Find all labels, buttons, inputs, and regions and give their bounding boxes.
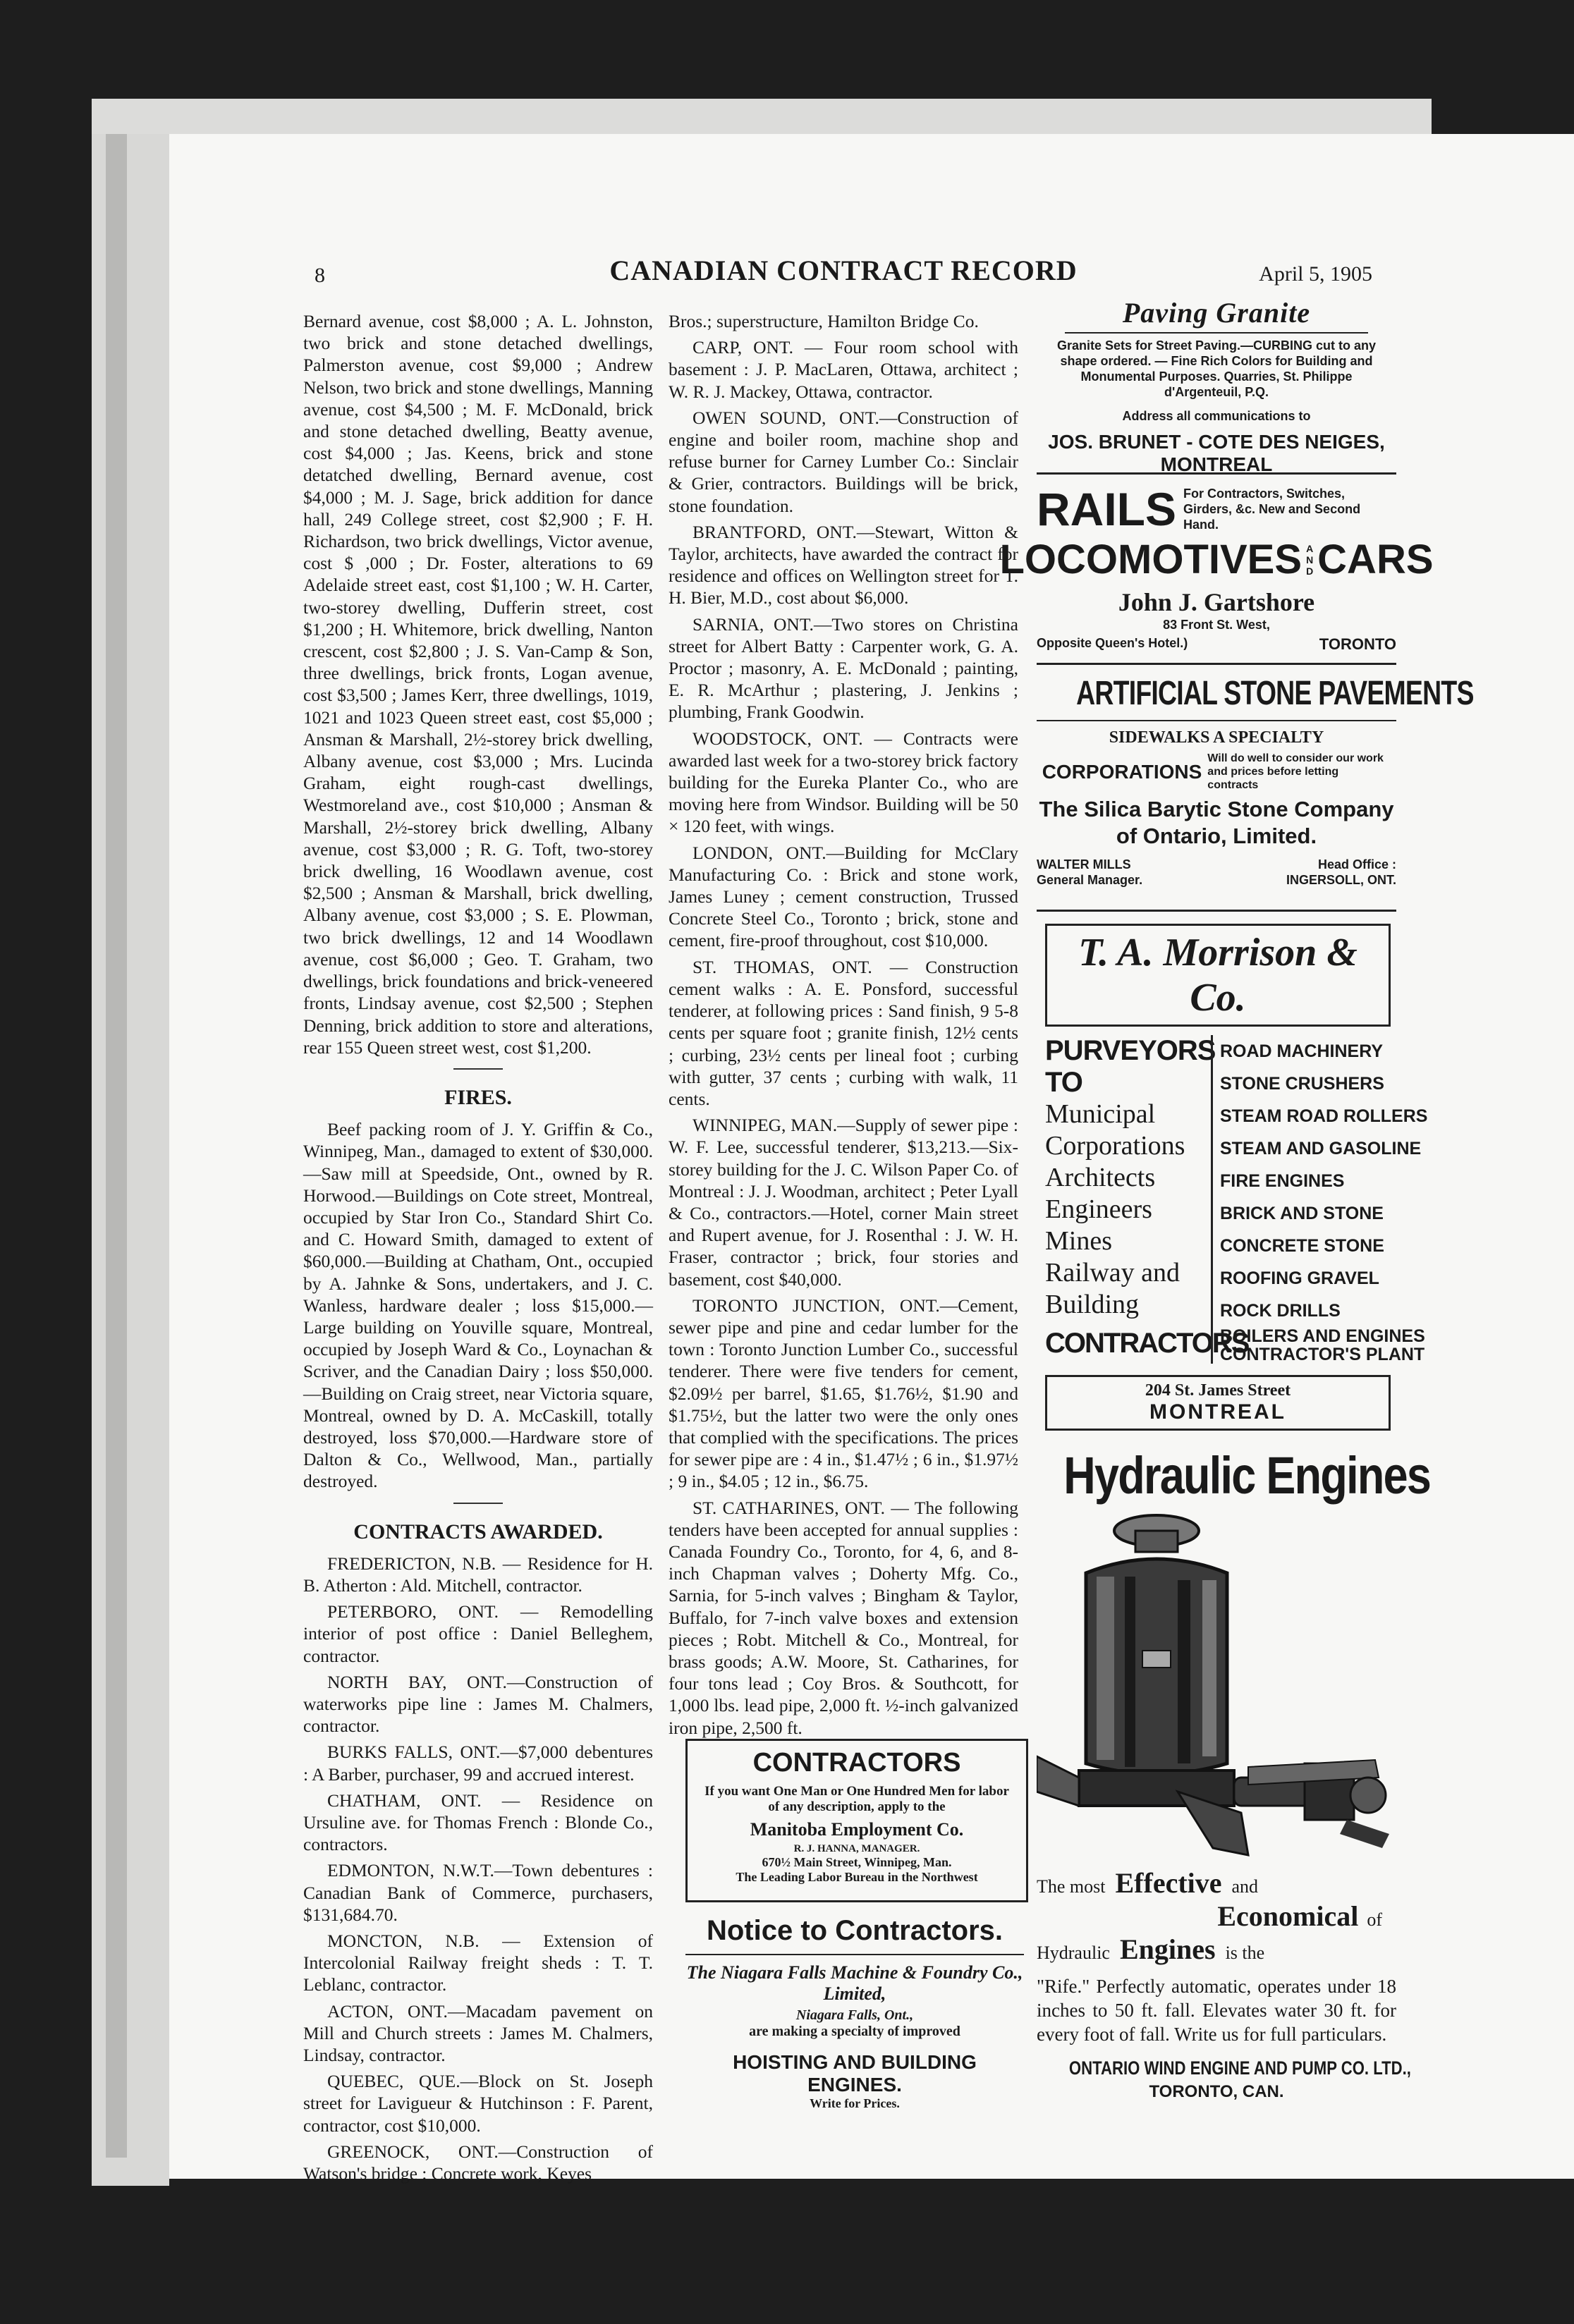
ad-cta: Write for Prices. — [810, 2096, 900, 2110]
publication-title: CANADIAN CONTRACT RECORD — [609, 255, 1078, 286]
divider — [1065, 332, 1368, 334]
ad-client: Railway and — [1045, 1258, 1180, 1288]
contract-item: FREDERICTON, N.B. — Residence for H. B. Atherton : Ald. Mitchell, contractor. — [303, 1553, 653, 1596]
contract-item: OWEN SOUND, ONT.—Construction of engine and boiler room, machine shop and refuse burner for Carney Lumber Co.: Sinclair & Grier, contractors. Buildings will be brick, stone foundation. — [669, 407, 1018, 516]
ad-text: are making a specialty of improved — [749, 2024, 960, 2039]
divider — [453, 1503, 503, 1504]
ad-body: "Rife." Perfectly automatic, operates under 18 inches to 50 ft. fall. Elevates water 30 ft. for every foot of fall. Write us for full particulars. — [1037, 1976, 1396, 2045]
contracts-heading: CONTRACTS AWARDED. — [353, 1519, 603, 1543]
ad-client: Engineers — [1045, 1194, 1152, 1224]
ad-title: Notice to Contractors. — [706, 1915, 1003, 1946]
ad-hydraulic-engines — [1037, 1445, 1431, 2102]
ad-city: TORONTO, CAN. — [1149, 2082, 1284, 2101]
contract-item: GREENOCK, ONT.—Construction of Watson's bridge : Concrete work, Keyes — [303, 2141, 653, 2184]
ad-product: CONCRETE STONE — [1220, 1236, 1384, 1256]
contract-item: BURKS FALLS, ONT.—$7,000 debentures : A Barber, purchaser, 99 and accrued interest. — [303, 1742, 653, 1785]
contract-item: ST. THOMAS, ONT. — Construction cement walks : A. E. Ponsford, successful tenderer, at following prices : Sand finish, 9 5-8 cents per square foot ; granite finish, 12½ cents ; curbing, 23½ cents per lineal foot ; curbing with gutter, 37 cents ; curbing with walk, 11 cents. — [669, 956, 1018, 1109]
ad-contractors: CONTRACTORS — [1045, 1328, 1249, 1359]
ad-company: Manitoba Employment Co. — [750, 1819, 964, 1840]
divider — [1037, 910, 1396, 912]
ad-client: Corporations — [1045, 1131, 1185, 1161]
ad-is-the: is the — [1225, 1943, 1265, 1963]
ad-client: Architects — [1045, 1163, 1156, 1192]
ad-office-label: Head Office : — [1317, 857, 1396, 872]
ad-product: ROOFING GRAVEL — [1220, 1268, 1379, 1288]
ad-product: BRICK AND STONE — [1220, 1204, 1384, 1223]
ad-manager: R. J. HANNA, MANAGER. — [793, 1843, 920, 1854]
contract-item: PETERBORO, ONT. — Remodelling interior of post office : Daniel Belleghem, contractor. — [303, 1601, 653, 1666]
ad-engines: Engines — [1119, 1933, 1216, 1965]
divider — [1037, 472, 1396, 475]
contract-item: ST. CATHARINES, ONT. — The following tenders have been accepted for annual supplies : Canada Foundry Co., Toronto, for 4, 6, and 8-inch Chapman valves ; Doherty Mfg. Co., Sarnia, for 5-inch valves ; Bingham & Taylor, Buffalo, for 7-inch valve boxes and extension pieces ; Robt. Mitchell & Co., Montreal, for brass goods; A.W. Moore, St. Catharines, for four tons lead ; Coy Bros. & Southcott, for 1,000 lbs. lead pipe, 2,000 ft. ½-inch galvanized iron pipe, 2,500 ft. — [669, 1497, 1018, 1738]
ad-product: FIRE ENGINES — [1220, 1171, 1345, 1191]
ad-city: TORONTO — [1319, 635, 1396, 653]
ad-title: CONTRACTORS — [752, 1748, 961, 1778]
ad-title: T. A. Morrison & Co. — [1045, 924, 1391, 1027]
page-number: 8 — [315, 264, 325, 287]
contract-item: TORONTO JUNCTION, ONT.—Cement, sewer pipe and pine and cedar lumber for the town : Toronto Junction Lumber Co., successful tenderer. There were five tenders for cement, $2.09½ per barrel, $1.65, $1.76½, $1.90 and $1.75½, but the latter two were the only ones that complied with the specifications. The prices for sewer pipe are : 4 in., $1.47½ ; 6 in., $1.97½ ; 9 in., $4.05 ; 12 in., $6.75. — [669, 1295, 1018, 1492]
ad-address: 204 St. James Street — [1145, 1381, 1291, 1400]
ad-place: Niagara Falls, Ont., — [795, 2007, 914, 2023]
ad-manitoba-employment — [685, 1739, 1028, 1902]
ad-silica-barytic — [1037, 674, 1474, 888]
ad-address-box — [1045, 1375, 1391, 1431]
ad-opposite: Opposite Queen's Hotel.) — [1037, 636, 1188, 650]
ad-product: CONTRACTOR'S PLANT — [1220, 1345, 1425, 1364]
ad-product: STONE CRUSHERS — [1220, 1074, 1384, 1094]
ad-hydraulic: Hydraulic — [1037, 1943, 1110, 1963]
ad-purveyors: PURVEYORS TO — [1045, 1035, 1216, 1098]
book-edge-top — [92, 99, 1432, 134]
ad-company: ONTARIO WIND ENGINE AND PUMP CO. LTD., — [1068, 2057, 1411, 2079]
contract-item: QUEBEC, QUE.—Block on St. Joseph street for Lavigueur & Hutchinson : F. Parent, contractor, cost $10,000. — [303, 2071, 653, 2136]
ad-office: INGERSOLL, ONT. — [1286, 873, 1396, 887]
fires-heading: FIRES. — [444, 1085, 512, 1109]
divider — [453, 1068, 503, 1070]
ad-company: The Niagara Falls Machine & Foundry Co., Limited, — [686, 1962, 1023, 2004]
ad-and: A N D — [1306, 542, 1314, 577]
ad-client: Mines — [1045, 1226, 1112, 1256]
ad-city: MONTREAL — [1149, 1400, 1286, 1424]
contract-item: CHATHAM, ONT. — Residence on Ursuline ave. for Thomas French : Blonde Co., contractors. — [303, 1790, 653, 1855]
column-2 — [669, 310, 1018, 1743]
ad-specialty: SIDEWALKS A SPECIALTY — [1109, 728, 1324, 747]
ad-text: Granite Sets for Street Paving.—CURBING cut to any shape ordered. — Fine Rich Colors for Building and Monumental Purposes. Quarries, St. Philippe d'Argenteuil, P.Q. — [1056, 338, 1377, 399]
ad-client: Municipal — [1045, 1099, 1156, 1129]
ad-text: If you want One Man or One Hundred Men for labor of any description, apply to the — [704, 1784, 1009, 1814]
contract-item: SARNIA, ONT.—Two stores on Christina street for Albert Batty : Carpenter work, G. A. Proctor ; masonry, A. E. McDonald ; painting, E. R. McArthur ; plastering, J. Jenkins ; plumbing, Frank Goodwin. — [669, 613, 1018, 723]
ad-morrison — [1045, 924, 1428, 1431]
ad-address: 83 Front St. West, — [1163, 618, 1270, 632]
ad-title: Paving Granite — [1122, 297, 1311, 329]
ad-product: ROCK DRILLS — [1220, 1301, 1341, 1321]
divider — [1037, 720, 1396, 721]
ad-product: STEAM AND GASOLINE — [1220, 1139, 1422, 1158]
ad-and: and — [1231, 1876, 1259, 1897]
ad-manager-name: WALTER MILLS — [1037, 857, 1131, 872]
divider — [1037, 663, 1396, 665]
ad-effective: Effective — [1115, 1867, 1222, 1899]
ad-product: ROAD MACHINERY — [1220, 1041, 1384, 1061]
ad-of: of — [1367, 1909, 1382, 1930]
ad-niagara-falls — [685, 1915, 1024, 2111]
ad-cars: CARS — [1317, 537, 1434, 582]
book-edge-strip — [106, 113, 127, 2158]
contract-item: CARP, ONT. — Four room school with basement : J. P. MacLaren, Ottawa, architect ; W. R. J. Mackey, Ottawa, contractor. — [669, 337, 1018, 402]
ad-title: ARTIFICIAL STONE PAVEMENTS — [1076, 675, 1474, 712]
ad-title: Hydraulic Engines — [1063, 1446, 1431, 1505]
fires-text: Beef packing room of J. Y. Griffin & Co., Winnipeg, Man., damaged to extent of $30,000.—Saw mill at Speedside, Ont., owned by R. Horwood.—Buildings on Cote street, Montreal, occupied by Star Iron Co., Standard Shirt Co. and C. Howard Smith, damaged to extent of $60,000.—Building at Chatham, Ont., occupied by A. Jahnke & Sons, undertakers, and J. C. Wanless, hardware dealer ; loss $15,000.—Large building on Youville square, Montreal, occupied by Joseph Ward & Co., Loynachan & Scriver, and the Canadian Dairy ; loss $50,000.—Building on Craig street, near Victoria square, Montreal, owned by D. A. McCaskill, totally destroyed, loss $70,000.—Hardware store of Dalton & Co., Wellwood, Man., partially destroyed. — [303, 1119, 653, 1492]
ad-address-line: Address all communications to — [1122, 409, 1311, 423]
contract-item: EDMONTON, N.W.T.—Town debentures : Canadian Bank of Commerce, purchasers, $131,684.70. — [303, 1860, 653, 1925]
page-header — [315, 254, 1372, 289]
ad-tagline: The Leading Labor Bureau in the Northwest — [736, 1870, 978, 1884]
ad-corporations: CORPORATIONS — [1042, 760, 1202, 783]
ad-client: Building — [1045, 1290, 1140, 1319]
contract-item: MONCTON, N.B. — Extension of Intercolonial Railway freight sheds : T. T. Leblanc, contractor. — [303, 1931, 653, 1995]
ad-company: The Silica Barytic Stone Company of Ontario, Limited. — [1039, 797, 1394, 848]
book-edge-left — [92, 99, 169, 2186]
ad-economical: Economical — [1217, 1900, 1359, 1932]
ad-corp-text: Will do well to consider our work and prices before letting contracts — [1207, 752, 1384, 791]
contract-item: ACTON, ONT.—Macadam pavement on Mill and Church streets : James M. Chalmers, Lindsay, contractor. — [303, 2000, 653, 2066]
ad-product: STEAM ROAD ROLLERS — [1220, 1106, 1428, 1126]
contract-item: WINNIPEG, MAN.—Supply of sewer pipe : W. F. Lee, successful tenderer, $13,213.—Six-storey building for the J. C. Wilson Paper Co. of Montreal : J. J. Woodman, architect ; Peter Lyall & Co., contractors.—Hotel, corner Main street and Rupert avenue, for J. Rosenthal : J. W. H. Fraser, contractor ; brick, four stories and basement, cost $40,000. — [669, 1115, 1018, 1290]
divider — [685, 1954, 1024, 1955]
ad-product: HOISTING AND BUILDING ENGINES. — [733, 2051, 977, 2096]
ad-gartshore — [999, 482, 1434, 654]
contract-item: LONDON, ONT.—Building for McClary Manufacturing Co. : Brick and stone work, James Luney ; cement construction, Trussed Concrete Steel Co., Toronto ; brick, stone and cement, fire-proof throughout, cost $10,000. — [669, 842, 1018, 951]
contract-item: WOODSTOCK, ONT. — Contracts were awarded last week for a two-storey brick factory building for the Eureka Planter Co., who are moving here from Windsor. Building will be 50 × 120 feet, with wings. — [669, 728, 1018, 837]
ad-name: John J. Gartshore — [1118, 588, 1315, 616]
building-permits-continued: Bernard avenue, cost $8,000 ; A. L. Johnston, two brick and stone detached dwellings, Palmerston avenue, cost $9,000 ; Andrew Nelson, two brick and stone dwellings, Manning avenue, cost $4,500 ; M. F. McDonald, brick and stone detached dwelling, Beatty avenue, cost $4,000 ; Jas. Keens, brick and stone detatched dwelling, Bernard avenue, cost $4,000 ; M. J. Sage, brick addition for dance hall, 249 College street, cost $2,900 ; F. H. Richardson, two brick dwellings, Victor avenue, cost $ ,000 ; Dr. Foster, alterations to 69 Adelaide street east, cost $1,100 ; W. H. Carter, two-storey dwelling, Dufferin street, cost $1,200 ; H. Whitemore, brick dwelling, Nanton crescent, cost $2,800 ; J. S. Van-Camp & Son, three dwellings, brick fronts, Logan avenue, cost $3,500 ; James Kerr, three dwellings, 1019, 1021 and 1023 Queen street east, cost $5,000 ; Ansman & Marshall, 2½-storey brick dwelling, Albany avenue, cost $3,000 ; Mrs. Lucinda Graham, eight rough-cast dwellings, Westmoreland ave., cost $10,000 ; Ansman & Marshall, 2½-storey brick dwelling, Albany avenue, cost $3,000 ; R. G. Toft, two-storey brick dwelling, 16 Woodlawn avenue, cost $2,500 ; Ansman & Marshall, brick dwelling, Albany avenue, cost $3,000 ; S. E. Plowman, two brick dwellings, 12 and 14 Woodlawn avenue, cost $6,000 ; Geo. T. Graham, two dwellings, brick foundations and brick-veneered fronts, Lindsay avenue, cost $2,500 ; Stephen Denning, brick addition to store and alterations, rear 155 Queen street west, cost $1,200. — [303, 311, 653, 1058]
ad-the-most: The most — [1037, 1876, 1106, 1897]
ad-paving-granite — [1037, 296, 1396, 476]
ad-manager-title: General Manager. — [1037, 873, 1143, 887]
contract-item: NORTH BAY, ONT.—Construction of waterworks pipe line : James M. Chalmers, contractor. — [303, 1671, 653, 1737]
ad-rails-text: For Contractors, Switches, Girders, &c. New and Second Hand. — [1183, 487, 1361, 532]
column-1 — [303, 310, 653, 2189]
ad-address: 670½ Main Street, Winnipeg, Man. — [762, 1855, 952, 1869]
ad-name: JOS. BRUNET - COTE DES NEIGES, MONTREAL — [1048, 431, 1385, 475]
contracts-continued: Bros.; superstructure, Hamilton Bridge Co. — [669, 311, 979, 331]
issue-date: April 5, 1905 — [1259, 262, 1372, 286]
hydraulic-engine-illustration — [1037, 1510, 1396, 1862]
contract-item: BRANTFORD, ONT.—Stewart, Witton & Taylor, architects, have awarded the contract for residence and offices on Wellington street for T. H. Bier, M.D., cost about $6,000. — [669, 521, 1018, 608]
ad-locomotives: LOCOMOTIVES — [999, 537, 1302, 582]
ad-product: BOILERS AND ENGINES — [1220, 1326, 1425, 1346]
ad-rails: RAILS — [1037, 483, 1176, 535]
